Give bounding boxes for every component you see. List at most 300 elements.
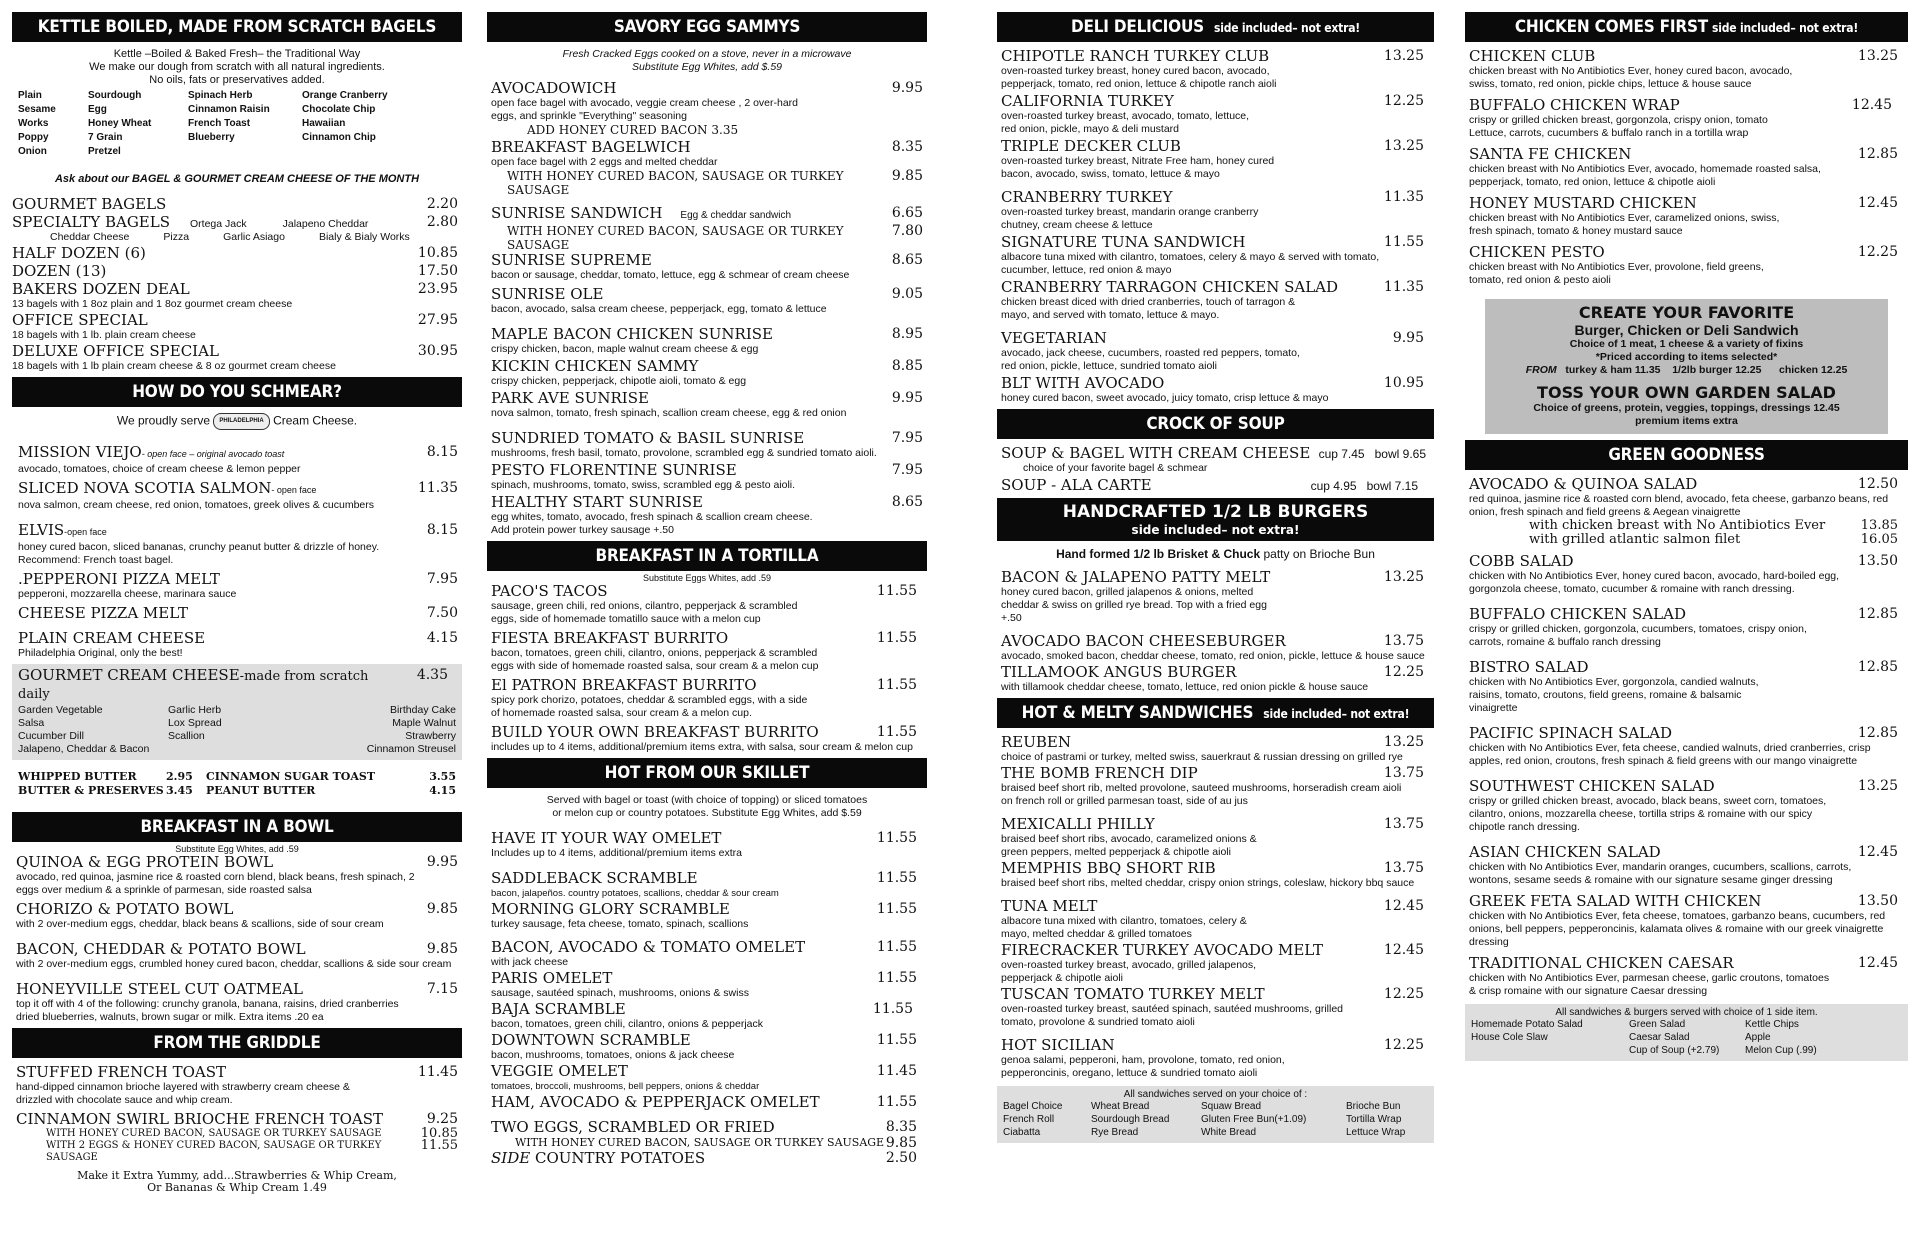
menu-item <box>491 462 927 492</box>
item-name: .PEPPERONI PIZZA MELT <box>18 570 220 588</box>
deli-list <box>997 48 1434 405</box>
item-name: CHICKEN PESTO <box>1469 243 1605 261</box>
ask-about-note: Ask about our BAGEL & GOURMET CREAM CHEESE OF THE MONTH <box>54 173 420 185</box>
item-price: 13.25 <box>1383 138 1424 154</box>
item-note: - open face <box>271 485 317 495</box>
menu-item <box>491 901 927 931</box>
philadelphia-logo: PHILADELPHIA <box>213 413 269 430</box>
item-desc: avocado, smoked bacon, cheddar cheese, tomato, red onion, pickle, lettuce & house sauce <box>1001 650 1425 662</box>
flavor: Egg <box>88 104 107 115</box>
spread-name: WHIPPED BUTTER <box>18 770 137 783</box>
item-name: REUBEN <box>1001 733 1071 751</box>
side-label: SIDE <box>491 1149 531 1167</box>
cup-price: cup 7.45 <box>1318 447 1365 461</box>
menu-item <box>16 901 462 931</box>
specialty-flavor: Pizza <box>163 231 190 243</box>
bread-option: Tortilla Wrap <box>1346 1114 1402 1125</box>
item-name: SUNDRIED TOMATO & BASIL SUNRISE <box>491 429 805 447</box>
menu-item <box>1001 664 1434 694</box>
flavor: Sourdough <box>88 90 142 101</box>
spread-price: 3.55 <box>429 770 456 783</box>
item-name: PARIS OMELET <box>491 969 613 987</box>
tortilla-note: Substitute Eggs Whites, add .59 <box>642 573 772 583</box>
item-price: 11.45 <box>417 1064 458 1080</box>
item-price: 13.50 <box>1857 553 1898 569</box>
item-desc: albacore tuna mixed with cilantro, tomatoes, celery & mayo, melted cheddar & grilled tomatoes <box>1001 915 1247 940</box>
menu-item <box>18 630 462 660</box>
item-desc: open face bagel with 2 eggs and melted cheddar <box>491 156 718 168</box>
item-name: CHORIZO & POTATO BOWL <box>16 900 234 918</box>
item-price: 6.65 <box>891 205 923 221</box>
item-price: 13.25 <box>1383 569 1424 585</box>
item-name-text: BUFFALO CHICKEN WRAP <box>1469 96 1680 114</box>
menu-item <box>491 830 927 860</box>
item-extra <box>491 1136 927 1150</box>
item-name: SOUTHWEST CHICKEN SALAD <box>1469 777 1715 795</box>
extra-price: 9.85 <box>885 1135 917 1151</box>
cc-flavor: Cucumber Dill <box>18 730 84 742</box>
cc-flavor: Scallion <box>168 730 205 742</box>
side-option: Caesar Salad <box>1629 1032 1690 1043</box>
section-header-burger <box>997 498 1434 541</box>
bagel-intro-line: We make our dough from scratch with all natural ingredients. <box>89 61 385 73</box>
bread-option: Wheat Bread <box>1091 1101 1150 1112</box>
egg-intro-line: Fresh Cracked Eggs cooked on a stove, never in a microwave <box>562 48 852 60</box>
burger-list <box>997 569 1434 694</box>
menu-item <box>491 494 927 537</box>
menu-item <box>491 390 927 420</box>
menu-item <box>491 205 927 252</box>
item-desc: chicken breast with No Antibiotics Ever, honey cured bacon, avocado, swiss, tomato, red onion, pickle chips, lettuce & house sauce <box>1469 65 1793 90</box>
cc-flavor: Strawberry <box>405 730 456 742</box>
item-price: 9.05 <box>891 286 923 302</box>
menu-item <box>491 870 927 900</box>
item-price: 9.95 <box>891 80 923 96</box>
item-name: MEXICALLI PHILLY <box>1001 815 1155 833</box>
flavor: Poppy <box>18 132 49 143</box>
menu-item <box>1001 234 1434 277</box>
side-option: Homemade Potato Salad <box>1471 1019 1583 1030</box>
item-name: VEGETARIAN <box>1001 329 1107 347</box>
item-price: 9.25 <box>426 1111 458 1127</box>
menu-item <box>12 196 462 213</box>
menu-item <box>18 480 462 512</box>
item-desc: oven-roasted turkey breast, sautéed spinach, sautéed mushrooms, grilled tomato, provolone & sundried tomato aioli <box>1001 1003 1344 1028</box>
menu-item <box>491 80 927 137</box>
item-price: 17.50 <box>417 263 458 279</box>
item-price: 13.25 <box>1383 48 1424 64</box>
item-name: HONEY MUSTARD CHICKEN <box>1469 194 1697 212</box>
bread-option: French Roll <box>1003 1114 1055 1125</box>
column-eggs <box>487 8 927 1243</box>
item-price: 8.35 <box>885 1119 917 1135</box>
item-extra <box>16 1128 462 1140</box>
menu-item <box>18 522 462 567</box>
item-desc: spicy pork chorizo, potatoes, cheddar & scrambled eggs, with a side of homemade roasted salsa, sour cream & a melon cup. <box>491 694 808 719</box>
cc-flavor: Birthday Cake <box>390 704 456 716</box>
spread-name: CINNAMON SUGAR TOAST <box>206 770 376 783</box>
item-name: BACON, CHEDDAR & POTATO BOWL <box>16 940 306 958</box>
specialty-flavor: Cheddar Cheese <box>50 231 130 243</box>
item-desc: honey cured bacon, sliced bananas, crunchy peanut butter & drizzle of honey. Recommend: French toast bagel. <box>18 541 380 566</box>
extra-label: ADD HONEY CURED BACON 3.35 <box>527 123 739 137</box>
item-name: AVOCADOWICH <box>491 79 617 97</box>
item-price: 11.55 <box>876 630 917 646</box>
item-name: TRADITIONAL CHICKEN CAESAR <box>1469 954 1734 972</box>
item-price: 2.20 <box>426 196 458 212</box>
flavor: Blueberry <box>188 132 235 143</box>
item-desc: tomatoes, broccoli, mushrooms, bell peppers, onions & cheddar <box>491 1081 760 1092</box>
item-desc: crispy chicken, bacon, maple walnut cream cheese & egg <box>491 343 759 355</box>
column-bagels <box>12 8 462 1243</box>
menu-item <box>1469 778 1908 834</box>
section-header-schmear: HOW DO YOU SCHMEAR? <box>12 377 462 407</box>
header-sub: side included– not extra! <box>1131 523 1300 537</box>
menu-item <box>16 1111 462 1128</box>
item-price: 13.75 <box>1383 633 1424 649</box>
menu-item <box>1001 189 1434 232</box>
item-name: BLT WITH AVOCADO <box>1001 374 1165 392</box>
item-price: 10.95 <box>1383 375 1424 391</box>
item-name: VEGGIE OMELET <box>491 1062 628 1080</box>
item-name: CINNAMON SWIRL BRIOCHE FRENCH TOAST <box>16 1110 384 1128</box>
extra-label: WITH HONEY CURED BACON, SAUSAGE OR TURKEY SAUSAGE <box>515 1136 885 1149</box>
item-name: DOWNTOWN SCRAMBLE <box>491 1031 691 1049</box>
item-desc: crispy or grilled chicken, gorgonzola, cucumbers, tomatoes, crispy onion, carrots, romaine & buffalo ranch dressing <box>1469 623 1807 648</box>
spread-price: 3.45 <box>166 784 193 797</box>
item-price: 9.85 <box>426 901 458 917</box>
item-name: TUSCAN TOMATO TURKEY MELT <box>1001 985 1265 1003</box>
item-price: 11.35 <box>1383 279 1424 295</box>
bread-title: All sandwiches served on your choice of : <box>1123 1089 1308 1100</box>
menu-item <box>18 571 462 601</box>
menu-item <box>18 444 462 476</box>
item-name-text: SLICED NOVA SCOTIA SALMON <box>18 479 272 497</box>
section-header-bagels: KETTLE BOILED, MADE FROM SCRATCH BAGELS <box>12 12 462 42</box>
item-price: 12.50 <box>1857 476 1898 492</box>
side-option: Apple <box>1745 1032 1771 1043</box>
item-name: DELUXE OFFICE SPECIAL <box>12 342 219 360</box>
item-desc: mushrooms, fresh basil, tomato, provolone, scrambled egg & sundried tomato aioli. <box>491 447 877 459</box>
item-desc: chicken breast with No Antibiotics Ever, provolone, field greens, tomato, red onion & pesto aioli <box>1469 261 1764 286</box>
toss-line: premium items extra <box>1635 415 1738 427</box>
menu-item <box>1001 986 1434 1029</box>
item-name: BACON, AVOCADO & TOMATO OMELET <box>491 938 806 956</box>
cc-flavor: Garlic Herb <box>168 704 222 716</box>
spread-name: PEANUT BUTTER <box>206 784 316 797</box>
header-sub: side included– not extra! <box>1263 707 1410 721</box>
item-desc: oven-roasted turkey breast, Nitrate Free ham, honey cured bacon, avocado, swiss, tomato, lettuce & mayo <box>1001 155 1275 180</box>
soup-prices <box>1319 447 1434 461</box>
extra-price: 11.55 <box>420 1138 458 1153</box>
item-desc: Philadelphia Original, only the best! <box>18 647 183 659</box>
melty-list <box>997 734 1434 1080</box>
menu-item <box>1001 898 1434 941</box>
menu-item <box>1001 765 1434 808</box>
item-name: BREAKFAST BAGELWICH <box>491 138 691 156</box>
specialty-flavor: Garlic Asiago <box>223 231 285 243</box>
item-name: SUNRISE OLE <box>491 285 604 303</box>
item-price: 13.25 <box>1383 734 1424 750</box>
item-price: 11.55 <box>876 901 917 917</box>
menu-item <box>1001 477 1434 494</box>
item-price: 12.25 <box>1383 1037 1424 1053</box>
item-name: PARK AVE SUNRISE <box>491 389 649 407</box>
menu-item <box>1001 93 1434 136</box>
bagel-intro-line: No oils, fats or preservatives added. <box>149 74 325 86</box>
item-desc: genoa salami, pepperoni, ham, provolone, tomato, red onion, pepperoncinis, oregano, lettuce & sundried tomato aioli <box>1001 1054 1285 1079</box>
create-prices <box>1491 364 1882 377</box>
item-desc: sausage, sautéed spinach, mushrooms, onions & swiss <box>491 987 749 999</box>
item-price: 11.55 <box>876 939 917 955</box>
cc-flavor <box>168 743 318 756</box>
extra-price: 7.80 <box>891 223 923 239</box>
item-desc: albacore tuna mixed with cilantro, tomatoes, celery & mayo & served with tomato, cucumber, lettuce, red onion & mayo <box>1001 251 1380 276</box>
item-desc: crispy or grilled chicken breast, gorgonzola, crispy onion, tomato Lettuce, carrots, cucumbers & buffalo ranch in a tortilla wrap <box>1469 114 1768 139</box>
item-price: 7.50 <box>426 605 458 621</box>
menu-item <box>1001 1037 1434 1080</box>
item-desc: bacon, tomatoes, green chili, cilantro, onions & pepperjack <box>491 1018 763 1030</box>
skillet-intro-line: Served with bagel or toast (with choice of topping) or sliced tomatoes <box>546 794 868 806</box>
menu-item <box>1001 633 1434 663</box>
item-price: 12.25 <box>1383 986 1424 1002</box>
item-name: TILLAMOOK ANGUS BURGER <box>1001 663 1237 681</box>
item-price: 12.85 <box>1857 146 1898 162</box>
bread-option: Sourdough Bread <box>1091 1114 1170 1125</box>
side-option: House Cole Slaw <box>1471 1032 1548 1043</box>
menu-item <box>491 252 927 282</box>
menu-item <box>16 854 462 897</box>
item-price: 12.45 <box>1857 195 1898 211</box>
extra-label: with chicken breast with No Antibiotics Ever <box>1529 518 1826 533</box>
item-price: 8.85 <box>891 358 923 374</box>
item-price: 13.25 <box>1857 778 1898 794</box>
item-name <box>18 667 456 703</box>
specialty-flavor: Bialy & Bialy Works <box>318 231 410 243</box>
item-name: HALF DOZEN (6) <box>12 244 146 262</box>
sides-box <box>1465 1004 1908 1061</box>
item-name: BUILD YOUR OWN BREAKFAST BURRITO <box>491 723 819 741</box>
flavor: Sesame <box>18 104 56 115</box>
menu-item <box>12 312 462 342</box>
create-line: Choice of 1 meat, 1 cheese & a variety of fixins <box>1569 338 1804 350</box>
extra-yummy-note <box>12 1170 462 1194</box>
menu-item <box>16 941 462 971</box>
item-extra <box>16 1140 462 1164</box>
flavor: Cinnamon Raisin <box>188 104 270 115</box>
item-note: - open face – original avocado toast <box>141 449 285 459</box>
flavor: Chocolate Chip <box>302 104 376 115</box>
flavor: Spinach Herb <box>188 90 253 101</box>
bowl-price: bowl 7.15 <box>1366 479 1418 493</box>
header-title: DELI DELICIOUS <box>1070 17 1204 37</box>
item-desc: hand-dipped cinnamon brioche layered with strawberry cream cheese & drizzled with chocolate sauce and whip cream. <box>16 1081 350 1106</box>
item-name: GOURMET BAGELS <box>12 195 167 213</box>
item-name: TWO EGGS, SCRAMBLED OR FRIED <box>491 1118 775 1136</box>
item-desc: chicken breast diced with dried cranberries, touch of tarragon & mayo, and served with tomato, lettuce & mayo. <box>1001 296 1296 321</box>
item-name: AVOCADO BACON CHEESEBURGER <box>1001 632 1286 650</box>
side-option: Green Salad <box>1629 1019 1686 1030</box>
menu-item <box>1001 48 1434 91</box>
burger-intro-text: patty on Brioche Bun <box>1260 547 1375 561</box>
item-price: 11.55 <box>876 583 917 599</box>
bread-option: Ciabatta <box>1003 1127 1041 1138</box>
item-note: -made from scratch daily <box>18 669 369 702</box>
bowl-price: bowl 9.65 <box>1374 447 1426 461</box>
item-price: 12.45 <box>1857 955 1898 971</box>
item-price: 11.35 <box>1383 189 1424 205</box>
flavor: Onion <box>18 146 47 157</box>
section-header-melty <box>997 698 1434 728</box>
side-option: Melon Cup (.99) <box>1745 1045 1817 1056</box>
item-desc: with 2 over-medium eggs, cheddar, black beans & scallions, side of sour cream <box>16 918 384 930</box>
menu-item <box>1001 330 1434 373</box>
item-name: CHICKEN CLUB <box>1469 47 1596 65</box>
section-header-soup: CROCK OF SOUP <box>997 409 1434 439</box>
item-desc: braised beef short rib, melted provolone, sauteed mushrooms, horseradish cream aioli on french roll or grilled parmesan toast, side of au jus <box>1001 782 1402 807</box>
extra-label: WITH HONEY CURED BACON, SAUSAGE OR TURKEY SAUSAGE <box>507 224 844 252</box>
soup-prices <box>1311 479 1434 493</box>
item-name: COBB SALAD <box>1469 552 1574 570</box>
toss-title: TOSS YOUR OWN GARDEN SALAD <box>1537 383 1836 402</box>
header-sub: side included– not extra! <box>1213 21 1361 35</box>
sides-grid <box>1471 1018 1902 1057</box>
item-price: 13.25 <box>1857 48 1898 64</box>
flavor: French Toast <box>188 118 251 129</box>
item-desc: bacon, mushrooms, tomatoes, onions & jack cheese <box>491 1049 735 1061</box>
tortilla-list <box>487 583 927 754</box>
menu-item <box>18 605 462 622</box>
item-desc: Includes up to 4 items, additional/premium items extra <box>491 847 742 859</box>
item-name: FIESTA BREAKFAST BURRITO <box>491 629 729 647</box>
item-name: DOZEN (13) <box>12 262 107 280</box>
cup-price: cup 4.95 <box>1310 479 1357 493</box>
item-price: 23.95 <box>417 281 458 297</box>
item-price: 10.85 <box>417 245 458 261</box>
extra-price: 16.05 <box>1860 532 1898 547</box>
item-price: 27.95 <box>417 312 458 328</box>
cc-flavor: Cinnamon Streusel <box>366 743 456 755</box>
menu-item <box>12 245 462 262</box>
schmear-intro-text: Cream Cheese. <box>273 413 358 428</box>
menu-item <box>491 139 927 197</box>
item-name: AVOCADO & QUINOA SALAD <box>1469 475 1698 493</box>
item-name: BUFFALO CHICKEN SALAD <box>1469 605 1686 623</box>
side-option <box>1471 1044 1629 1057</box>
chicken-list <box>1465 48 1908 287</box>
item-price: 9.95 <box>1392 330 1424 346</box>
menu-item <box>12 214 462 231</box>
create-title: CREATE YOUR FAVORITE <box>1578 303 1795 322</box>
create-favorite-box <box>1485 299 1888 434</box>
item-desc: nova salmon, tomato, fresh spinach, scallion cream cheese, egg & red onion <box>491 407 847 419</box>
menu-item <box>491 677 927 720</box>
item-name: TUNA MELT <box>1001 897 1098 915</box>
flavor: Honey Wheat <box>88 118 152 129</box>
item-price: 11.55 <box>876 970 917 986</box>
item-name: HEALTHY START SUNRISE <box>491 493 703 511</box>
create-prices-text: turkey & ham 11.35 1/2lb burger 12.25 chicken 12.25 <box>1565 364 1848 376</box>
item-name-text: MISSION VIEJO <box>18 443 142 461</box>
extra-label: WITH HONEY CURED BACON, SAUSAGE OR TURKEY SAUSAGE <box>46 1128 382 1139</box>
item-note: -open face <box>64 527 107 537</box>
item-desc: with 2 over-medium eggs, crumbled honey cured bacon, cheddar, scallions & side sour cream <box>16 958 452 970</box>
skillet-intro <box>487 794 927 820</box>
menu-item <box>1469 955 1908 998</box>
menu-item <box>1469 725 1908 768</box>
item-note: Egg & cheddar sandwich <box>680 210 792 221</box>
item-price: 12.85 <box>1857 606 1898 622</box>
menu-item <box>491 1063 927 1093</box>
item-desc: with jack cheese <box>491 956 569 968</box>
extra-price: 9.85 <box>891 168 923 184</box>
item-name: CHIPOTLE RANCH TURKEY CLUB <box>1001 47 1270 65</box>
item-desc: honey cured bacon, grilled jalapenos & onions, melted cheddar & swiss on grilled rye bread. Top with a fried egg +.50 <box>1001 586 1267 624</box>
item-desc: braised beef short ribs, melted cheddar, crispy onion strings, coleslaw, hickory bbq sauce <box>1001 877 1415 889</box>
item-price: 11.55 <box>876 677 917 693</box>
item-name: SADDLEBACK SCRAMBLE <box>491 869 698 887</box>
specialty-flavor: Jalapeno Cheddar <box>282 218 369 230</box>
item-desc: open face bagel with avocado, veggie cream cheese , 2 over-hard eggs, and sprinkle "Everything" seasoning <box>491 97 799 122</box>
item-price: 11.55 <box>876 1094 917 1110</box>
section-header-griddle: FROM THE GRIDDLE <box>12 1028 462 1058</box>
item-name-text: GOURMET CREAM CHEESE <box>18 666 240 684</box>
item-name: PLAIN CREAM CHEESE <box>18 629 206 647</box>
item-extra <box>491 123 927 137</box>
section-header-chicken <box>1465 12 1908 42</box>
item-name: SANTA FE CHICKEN <box>1469 145 1632 163</box>
item-desc: avocado, jack cheese, cucumbers, roasted red peppers, tomato, red onion, pickle, lettuce, sundried tomato aioli <box>1001 347 1300 372</box>
item-name <box>491 1150 927 1167</box>
item-name: KICKIN CHICKEN SAMMY <box>491 357 699 375</box>
menu-item <box>1469 195 1908 238</box>
item-name: PESTO FLORENTINE SUNRISE <box>491 461 737 479</box>
item-price: 11.45 <box>876 1063 917 1079</box>
menu-item <box>491 1094 927 1111</box>
item-name: MEMPHIS BBQ SHORT RIB <box>1001 859 1216 877</box>
item-price: 11.55 <box>1383 234 1424 250</box>
section-header-bowl: BREAKFAST IN A BOWL <box>12 812 462 842</box>
item-desc: 18 bagels with 1 lb plain cream cheese & 8 oz gourmet cream cheese <box>12 360 336 372</box>
item-name <box>18 480 462 499</box>
item-name: SOUP - ALA CARTE <box>1001 476 1152 494</box>
menu-item <box>491 724 927 754</box>
item-desc: chicken with No Antibiotics Ever, honey cured bacon, avocado, hard-boiled egg, gorgonzola cheese, tomato, cucumber & romaine with ranch dressing. <box>1469 570 1840 595</box>
menu-item <box>1001 860 1434 890</box>
menu-item <box>1469 553 1908 596</box>
cc-flavor: Maple Walnut <box>392 717 456 729</box>
menu-item <box>1001 816 1434 859</box>
item-desc: turkey sausage, feta cheese, tomato, spinach, scallions <box>491 918 749 930</box>
item-desc: crispy or grilled chicken breast, avocado, black beans, sweet corn, tomatoes, cilantro, onions, mozzarella cheese, tortilla strips & romaine with our spicy chipotle ranch dressing. <box>1469 795 1827 833</box>
item-desc: 18 bagels with 1 lb. plain cream cheese <box>12 329 196 341</box>
item-desc: chicken with No Antibiotics Ever, feta cheese, candied walnuts, dried cranberries, crisp apples, red onion, croutons, fresh spinach & field greens with our mango vinaigrette <box>1469 742 1871 767</box>
item-desc: bacon, jalapeños. country potatoes, scallions, cheddar & sour cream <box>491 888 779 899</box>
soup-list <box>997 445 1434 494</box>
item-name: BAJA SCRAMBLE <box>491 1000 626 1018</box>
item-name: OFFICE SPECIAL <box>12 311 148 329</box>
create-subtitle: Burger, Chicken or Deli Sandwich <box>1574 322 1799 338</box>
item-name: CRANBERRY TURKEY <box>1001 188 1173 206</box>
item-name <box>12 214 462 231</box>
item-name: CHEESE PIZZA MELT <box>18 604 188 622</box>
menu-item <box>491 583 927 626</box>
menu-item <box>1001 138 1434 181</box>
gourmet-flavors-grid <box>18 704 456 756</box>
header-title: HOT & MELTY SANDWICHES <box>1021 703 1254 723</box>
extra-price: 10.85 <box>420 1126 458 1141</box>
burger-intro-bold: Hand formed 1/2 lb Brisket & Chuck <box>1056 547 1261 561</box>
